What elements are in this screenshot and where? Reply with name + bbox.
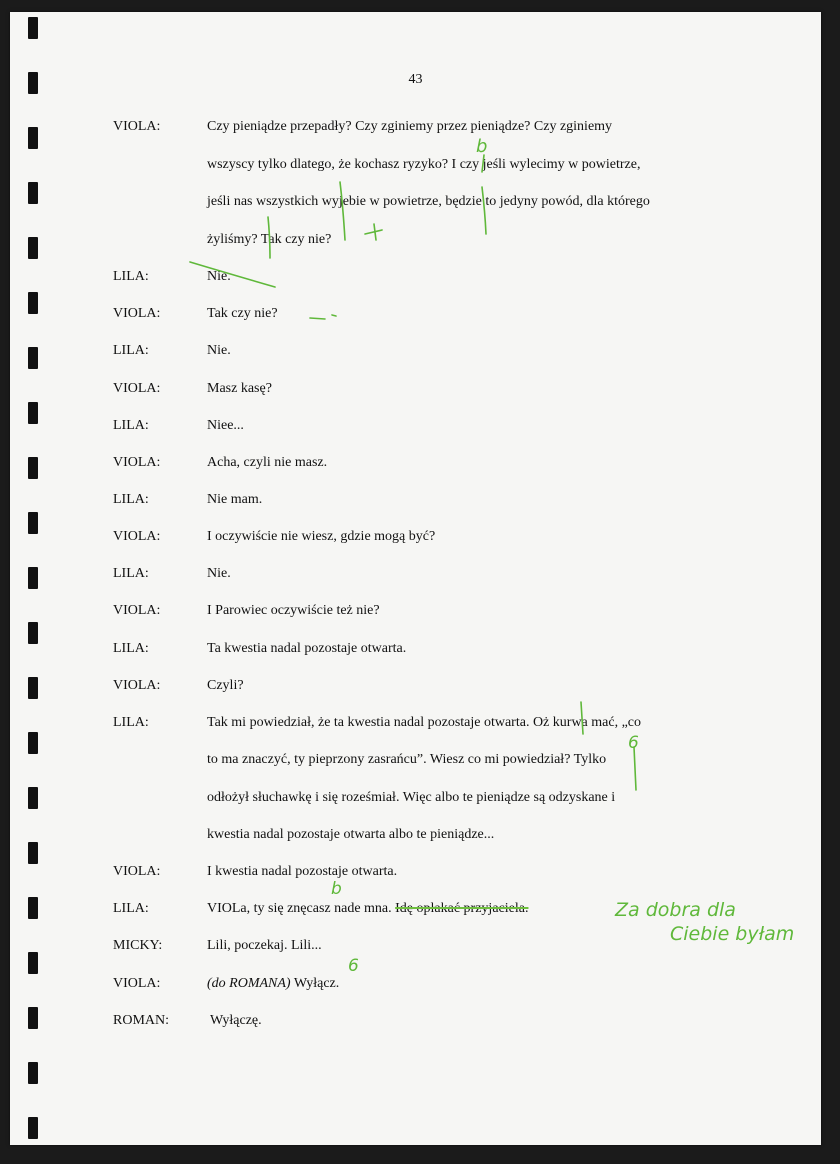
edit-marks: [310, 315, 336, 319]
dialogue-line: wszyscy tylko dlatego, że kochasz ryzyko? I czy jeśli wylecimy w powietrze,: [207, 157, 641, 172]
speaker-label: LILA:: [113, 492, 149, 507]
dialogue-line: Czyli?: [207, 678, 244, 693]
dialogue-line: Ta kwestia nadal pozostaje otwarta.: [207, 641, 407, 656]
edit-mark-6: 6: [348, 956, 359, 976]
struck-text: Idę opłakać przyjaciela.: [395, 901, 529, 916]
binding-hole: [28, 457, 38, 479]
dialogue-line: Niee...: [207, 418, 244, 433]
binding-holes: [28, 12, 40, 1145]
dialogue-line: Tak czy nie?: [207, 306, 278, 321]
binding-hole: [28, 622, 38, 644]
speaker-label: VIOLA:: [113, 603, 161, 618]
dialogue-line: I Parowiec oczywiście też nie?: [207, 603, 380, 618]
binding-hole: [28, 842, 38, 864]
speaker-label: VIOLA:: [113, 976, 161, 991]
speaker-label: MICKY:: [113, 938, 163, 953]
edit-cross: [365, 224, 382, 240]
dialogue-line: Wyłączę.: [210, 1013, 262, 1028]
dialogue-line: kwestia nadal pozostaje otwarta albo te pieniądze...: [207, 827, 495, 842]
dialogue-line: I kwestia nadal pozostaje otwarta.: [207, 864, 398, 879]
speaker-label: LILA:: [113, 343, 149, 358]
binding-hole: [28, 787, 38, 809]
binding-hole: [28, 512, 38, 534]
dialogue-line: Nie.: [207, 566, 231, 581]
edit-strikeline: [190, 262, 275, 287]
dialogue-line: jeśli nas wszystkich wyjebie w powietrze, będzie to jedyny powód, dla którego: [207, 194, 650, 209]
dialogue-line: Acha, czyli nie masz.: [207, 455, 328, 470]
speaker-label: LILA:: [113, 641, 149, 656]
edit-mark-b: b: [331, 879, 342, 899]
edit-mark-6: 6: [628, 733, 639, 753]
speaker-label: VIOLA:: [113, 678, 161, 693]
speaker-label: ROMAN:: [113, 1013, 170, 1028]
binding-hole: [28, 402, 38, 424]
dialogue-line: Lili, poczekaj. Lili...: [207, 938, 322, 953]
binding-hole: [28, 677, 38, 699]
speaker-label: LILA:: [113, 566, 149, 581]
speaker-label: VIOLA:: [113, 864, 161, 879]
speaker-label: VIOLA:: [113, 306, 161, 321]
binding-hole: [28, 292, 38, 314]
dialogue-line: [207, 975, 339, 993]
dialogue-line: to ma znaczyć, ty pieprzony zasrańcu”. Wiesz co mi powiedział? Tylko: [207, 752, 607, 767]
speaker-label: LILA:: [113, 901, 149, 916]
dialogue-line: Nie mam.: [207, 492, 263, 507]
page-number: 43: [408, 72, 423, 87]
dialogue-line: [207, 900, 528, 918]
binding-hole: [28, 732, 38, 754]
speaker-label: VIOLA:: [113, 381, 161, 396]
edit-mark-b: b: [476, 136, 488, 157]
dialogue-line: I oczywiście nie wiesz, gdzie mogą być?: [207, 529, 436, 544]
dialogue-line: Tak mi powiedział, że ta kwestia nadal pozostaje otwarta. Oż kurwa mać, „co: [207, 715, 642, 730]
dialogue-line: Nie.: [207, 343, 231, 358]
binding-hole: [28, 182, 38, 204]
binding-hole: [28, 347, 38, 369]
dialogue-line: Nie.: [207, 269, 231, 284]
speaker-label: LILA:: [113, 269, 149, 284]
margin-note-line2: Ciebie byłam: [670, 923, 795, 945]
binding-hole: [28, 1117, 38, 1139]
speaker-label: VIOLA:: [113, 119, 161, 134]
dialogue-line: żyliśmy? Tak czy nie?: [207, 232, 332, 247]
speaker-label: LILA:: [113, 715, 149, 730]
script-page: [10, 12, 821, 1145]
binding-hole: [28, 127, 38, 149]
binding-hole: [28, 237, 38, 259]
binding-hole: [28, 17, 38, 39]
margin-note-line1: Za dobra dla: [615, 899, 736, 921]
dialogue-line: Czy pieniądze przepadły? Czy zginiemy przez pieniądze? Czy zginiemy: [207, 119, 613, 134]
binding-hole: [28, 567, 38, 589]
binding-hole: [28, 952, 38, 974]
dialogue-text: VIOLa, ty się znęcasz nade mna.: [207, 901, 396, 916]
dialogue-line: odłożył słuchawkę i się roześmiał. Więc albo te pieniądze są odzyskane i: [207, 790, 616, 805]
dialogue-text: Wyłącz.: [290, 976, 340, 991]
binding-hole: [28, 1007, 38, 1029]
dialogue-line: Masz kasę?: [207, 381, 272, 396]
binding-hole: [28, 897, 38, 919]
edit-stroke: [340, 182, 345, 240]
stage-direction: (do ROMANA): [207, 976, 291, 991]
speaker-label: VIOLA:: [113, 455, 161, 470]
speaker-label: VIOLA:: [113, 529, 161, 544]
speaker-label: LILA:: [113, 418, 149, 433]
edit-stroke: [634, 747, 636, 790]
binding-hole: [28, 1062, 38, 1084]
